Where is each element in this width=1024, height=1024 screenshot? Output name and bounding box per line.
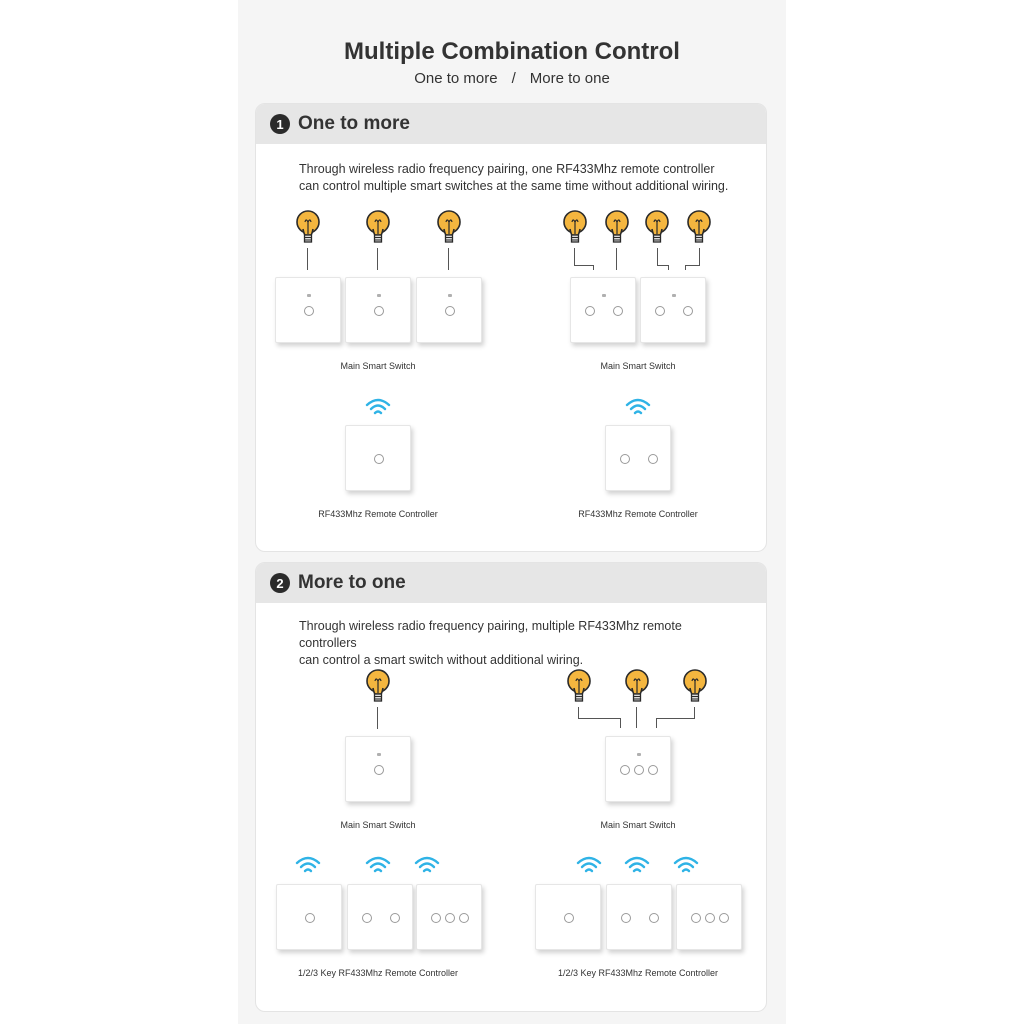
touch-button-icon <box>431 913 441 923</box>
indicator-led <box>602 294 606 297</box>
description-line: can control a smart switch without additional wiring. <box>299 653 584 667</box>
touch-button-icon <box>648 765 658 775</box>
wire-line <box>620 718 621 728</box>
indicator-led <box>377 294 381 297</box>
touch-switch-panel <box>606 884 672 950</box>
touch-button-icon <box>620 454 630 464</box>
touch-button-icon <box>691 913 701 923</box>
touch-button-icon <box>585 306 595 316</box>
touch-button-icon <box>705 913 715 923</box>
wifi-signal-icon <box>624 856 650 874</box>
light-bulb-icon <box>566 669 592 705</box>
touch-button-icon <box>374 306 384 316</box>
subtitle-one-to-more: One to more <box>414 70 498 87</box>
indicator-led <box>448 294 452 297</box>
section-description <box>299 618 739 669</box>
touch-button-icon <box>445 913 455 923</box>
light-bulb-icon <box>562 210 588 246</box>
caption-remote-controller: RF433Mhz Remote Controller <box>318 509 438 519</box>
description-line: Through wireless radio frequency pairing, one RF433Mhz remote controller <box>299 162 715 176</box>
caption-main-switch: Main Smart Switch <box>600 361 676 371</box>
page-subtitle <box>0 70 1024 87</box>
section-number-badge: 2 <box>270 573 290 593</box>
wire-line <box>377 707 378 729</box>
wifi-signal-icon <box>365 398 391 416</box>
touch-button-icon <box>649 913 659 923</box>
indicator-led <box>672 294 676 297</box>
touch-switch-panel <box>345 736 411 802</box>
light-bulb-icon <box>365 669 391 705</box>
touch-button-icon <box>683 306 693 316</box>
touch-button-icon <box>445 306 455 316</box>
wire-line <box>377 248 378 270</box>
light-bulb-icon <box>604 210 630 246</box>
indicator-led <box>307 294 311 297</box>
touch-button-icon <box>374 454 384 464</box>
description-line: Through wireless radio frequency pairing, multiple RF433Mhz remote controllers <box>299 619 682 650</box>
touch-button-icon <box>304 306 314 316</box>
wire-line <box>685 265 700 266</box>
wire-line <box>448 248 449 270</box>
touch-button-icon <box>621 913 631 923</box>
section-header <box>256 104 766 144</box>
touch-switch-panel <box>605 425 671 491</box>
touch-button-icon <box>459 913 469 923</box>
wire-line <box>574 265 594 266</box>
subtitle-separator: / <box>511 70 516 87</box>
touch-button-icon <box>613 306 623 316</box>
light-bulb-icon <box>644 210 670 246</box>
light-bulb-icon <box>365 210 391 246</box>
touch-switch-panel <box>275 277 341 343</box>
wifi-signal-icon <box>295 856 321 874</box>
wire-line <box>685 265 686 270</box>
wifi-signal-icon <box>414 856 440 874</box>
light-bulb-icon <box>624 669 650 705</box>
touch-switch-panel <box>676 884 742 950</box>
light-bulb-icon <box>436 210 462 246</box>
wire-line <box>636 707 637 728</box>
wifi-signal-icon <box>625 398 651 416</box>
touch-switch-panel <box>276 884 342 950</box>
touch-button-icon <box>362 913 372 923</box>
touch-button-icon <box>620 765 630 775</box>
touch-switch-panel <box>345 425 411 491</box>
wire-line <box>307 248 308 270</box>
caption-remote-controller: 1/2/3 Key RF433Mhz Remote Controller <box>297 968 459 978</box>
section-description <box>299 161 739 195</box>
caption-main-switch: Main Smart Switch <box>340 361 416 371</box>
touch-switch-panel <box>640 277 706 343</box>
wifi-signal-icon <box>576 856 602 874</box>
touch-button-icon <box>655 306 665 316</box>
wire-line <box>656 718 657 728</box>
light-bulb-icon <box>295 210 321 246</box>
wire-line <box>656 718 695 719</box>
wire-line <box>657 248 658 266</box>
light-bulb-icon <box>686 210 712 246</box>
touch-switch-panel <box>347 884 413 950</box>
caption-remote-controller: RF433Mhz Remote Controller <box>578 509 698 519</box>
section-title: One to more <box>298 113 410 134</box>
description-line: can control multiple smart switches at the same time without additional wiring. <box>299 179 729 193</box>
wire-line <box>574 248 575 266</box>
touch-button-icon <box>648 454 658 464</box>
section-header <box>256 563 766 603</box>
caption-remote-controller: 1/2/3 Key RF433Mhz Remote Controller <box>557 968 719 978</box>
touch-switch-panel <box>345 277 411 343</box>
wifi-signal-icon <box>365 856 391 874</box>
touch-switch-panel <box>416 884 482 950</box>
touch-button-icon <box>564 913 574 923</box>
touch-button-icon <box>719 913 729 923</box>
wifi-signal-icon <box>673 856 699 874</box>
wire-line <box>578 718 621 719</box>
wire-line <box>616 248 617 270</box>
wire-line <box>593 265 594 270</box>
touch-switch-panel <box>570 277 636 343</box>
touch-button-icon <box>390 913 400 923</box>
touch-switch-panel <box>535 884 601 950</box>
page-title: Multiple Combination Control <box>344 38 680 65</box>
caption-main-switch: Main Smart Switch <box>600 820 676 830</box>
touch-switch-panel <box>605 736 671 802</box>
touch-button-icon <box>305 913 315 923</box>
section-title: More to one <box>298 572 406 593</box>
touch-button-icon <box>634 765 644 775</box>
section-number-badge: 1 <box>270 114 290 134</box>
wire-line <box>699 248 700 266</box>
indicator-led <box>637 753 641 756</box>
indicator-led <box>377 753 381 756</box>
touch-switch-panel <box>416 277 482 343</box>
caption-main-switch: Main Smart Switch <box>340 820 416 830</box>
subtitle-more-to-one: More to one <box>529 70 610 87</box>
wire-line <box>668 265 669 270</box>
light-bulb-icon <box>682 669 708 705</box>
touch-button-icon <box>374 765 384 775</box>
